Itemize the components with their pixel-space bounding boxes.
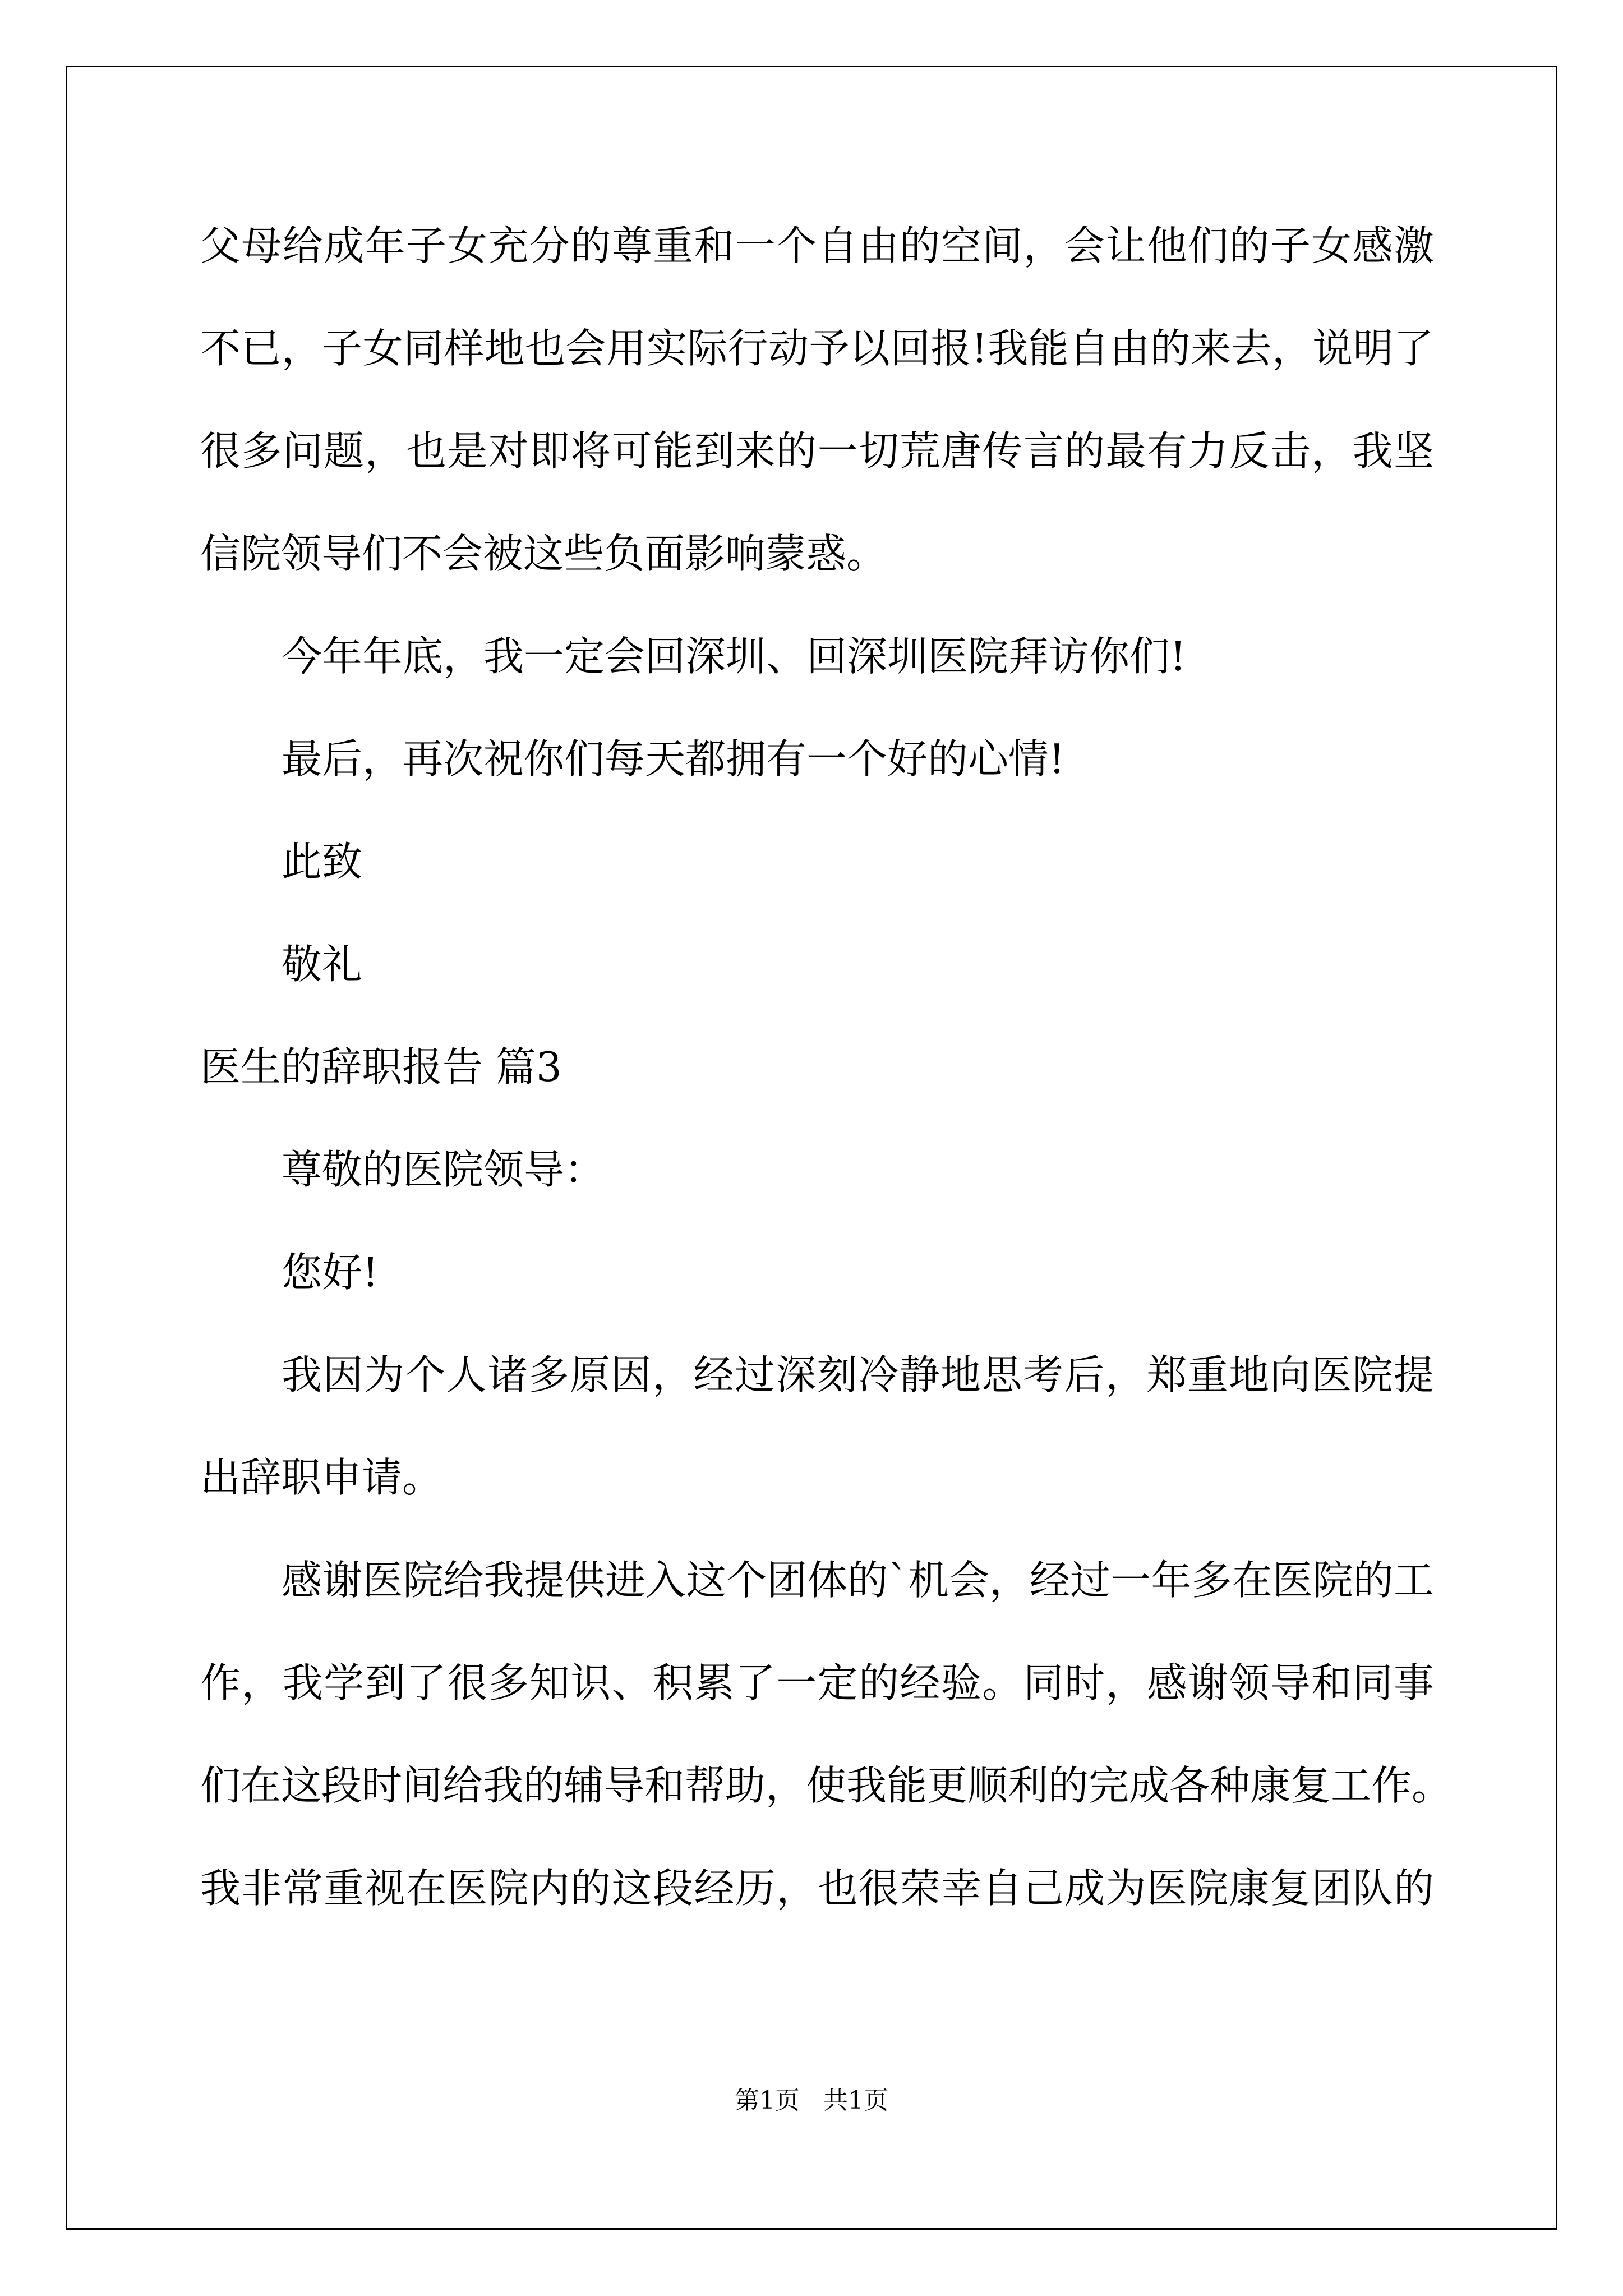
page-footer: 第1页 共1页 <box>735 2086 888 2115</box>
closing-salutation: 此致 <box>282 838 363 885</box>
paragraph-line: 感谢医院给我提供进入这个团体的`机会，经过一年多在医院的工 <box>282 1557 1434 1604</box>
paragraph-line: 出辞职申请。 <box>200 1454 443 1501</box>
paragraph-line: 最后，再次祝你们每天都拥有一个好的心情! <box>282 735 1065 783</box>
section-title: 医生的辞职报告 篇3 <box>200 1043 562 1091</box>
paragraph-line: 不已，子女同样地也会用实际行动予以回报!我能自由的来去，说明了 <box>200 325 1434 372</box>
closing-regards: 敬礼 <box>282 941 363 988</box>
greeting-line: 您好! <box>282 1249 379 1296</box>
paragraph-line: 信院领导们不会被这些负面影响蒙惑。 <box>200 530 887 577</box>
paragraph-line: 我因为个人诸多原因，经过深刻冷静地思考后，郑重地向医院提 <box>282 1351 1434 1398</box>
paragraph-line: 我非常重视在医院内的这段经历，也很荣幸自己成为医院康复团队的 <box>200 1865 1434 1912</box>
paragraph-line: 作，我学到了很多知识、积累了一定的经验。同时，感谢领导和同事 <box>200 1659 1434 1706</box>
paragraph-line: 们在这段时间给我的辅导和帮助，使我能更顺利的完成各种康复工作。 <box>200 1762 1453 1809</box>
greeting-line: 尊敬的医院领导： <box>282 1146 605 1193</box>
paragraph-line: 很多问题，也是对即将可能到来的一切荒唐传言的最有力反击，我坚 <box>200 427 1434 475</box>
paragraph-line: 今年年底，我一定会回深圳、回深圳医院拜访你们! <box>282 633 1186 680</box>
paragraph-line: 父母给成年子女充分的尊重和一个自由的空间，会让他们的子女感激 <box>200 222 1434 269</box>
